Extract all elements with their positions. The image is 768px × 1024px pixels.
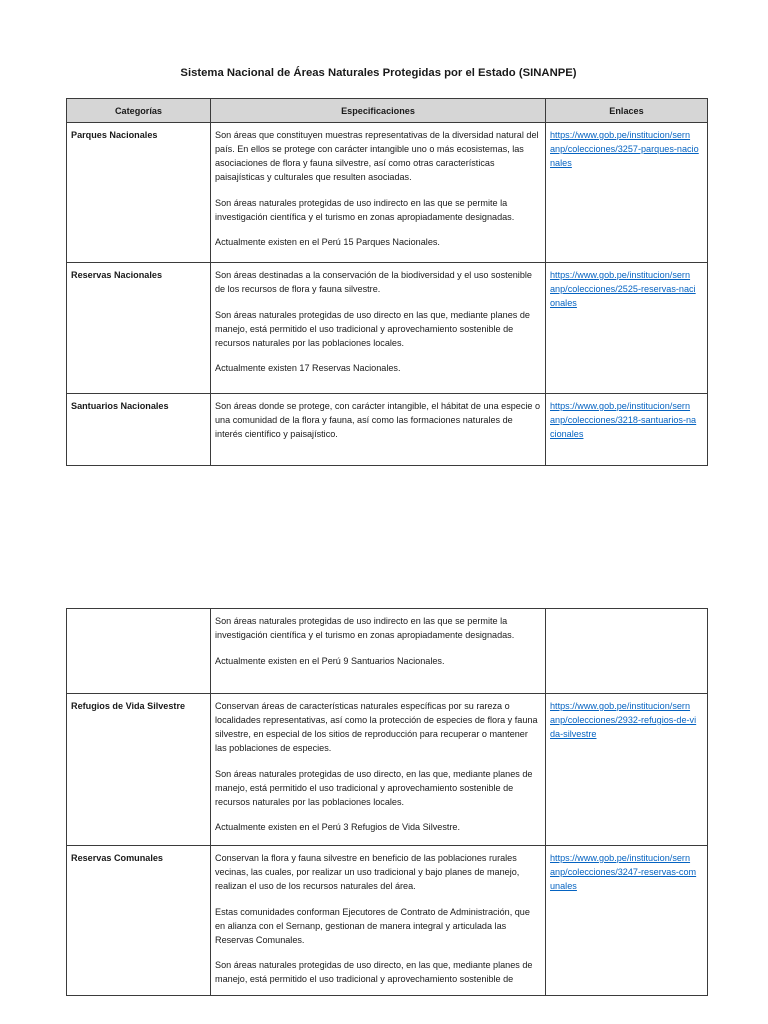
category-label: Refugios de Vida Silvestre (71, 701, 186, 711)
text-line: Actualmente existen en el Perú 9 Santuarios Nacionales. (215, 655, 445, 666)
link-cell (546, 846, 708, 996)
text-line: una comunidad de la flora y fauna, así como las formaciones naturales de (215, 415, 513, 425)
table-row (67, 263, 708, 394)
link-line[interactable]: https://www.gob.pe/institucion/sern (550, 853, 691, 863)
sernanp-link[interactable] (550, 399, 707, 441)
category-cell (67, 694, 211, 846)
text-line: manejo, está permitido el uso tradicional y aprovechamiento sostenible de (215, 782, 514, 793)
text-line: Reservas Comunales. (215, 934, 305, 945)
specification-cell (211, 123, 546, 263)
link-cell (546, 123, 708, 263)
text-line: asociaciones de flora y fauna silvestre, así como otras características (215, 158, 495, 168)
text-line: Actualmente existen en el Perú 15 Parques Nacionales. (215, 237, 440, 247)
specification-paragraph (215, 820, 545, 834)
table-row (67, 394, 708, 466)
text-line: Son áreas naturales protegidas de uso indirecto en las que se permite la (215, 616, 508, 626)
text-line: Son áreas destinadas a la conservación de la biodiversidad y el uso sostenible (215, 270, 532, 280)
link-line[interactable]: anp/colecciones/3218-santuarios-na (550, 415, 697, 425)
link-line[interactable]: https://www.gob.pe/institucion/sern (550, 701, 691, 711)
text-line: recursos naturales por las poblaciones locales. (215, 337, 405, 348)
text-line: Son áreas naturales protegidas de uso indirecto en las que se permite la (215, 197, 508, 208)
link-line[interactable]: da-silvestre (550, 729, 597, 739)
areas-table (66, 98, 708, 466)
text-line: Estas comunidades conforman Ejecutores de Contrato de Administración, que (215, 906, 530, 917)
link-line[interactable]: anp/colecciones/2525-reservas-naci (550, 284, 696, 294)
text-line: investigación científica y el turismo en zonas apropiadamente designadas. (215, 211, 515, 222)
link-cell (546, 394, 708, 466)
text-line: Son áreas naturales protegidas de uso directo en las que, mediante planes de (215, 309, 530, 320)
table-body (67, 609, 708, 996)
link-line[interactable]: anp/colecciones/3247-reservas-com (550, 867, 697, 877)
table-body (67, 123, 708, 466)
text-line: manejo, está permitido el uso tradicional y aprovechamiento sostenible de (215, 323, 514, 334)
table-row (67, 609, 708, 694)
link-cell (546, 609, 708, 694)
text-line: Conservan la flora y fauna silvestre en beneficio de las poblaciones rurales (215, 853, 517, 863)
table-row (67, 123, 708, 263)
link-line[interactable]: anp/colecciones/3257-parques-nacio (550, 144, 699, 154)
specification-paragraph (215, 399, 545, 441)
specification-cell (211, 263, 546, 394)
link-line[interactable]: https://www.gob.pe/institucion/sern (550, 130, 691, 140)
category-cell (67, 394, 211, 466)
category-label: Reservas Nacionales (71, 270, 162, 280)
link-line[interactable]: anp/colecciones/2932-refugios-de-vi (550, 715, 697, 725)
text-line: realizan el uso de los recursos naturales del área. (215, 881, 416, 891)
category-label: Reservas Comunales (71, 853, 163, 863)
link-line[interactable]: nales (550, 158, 572, 168)
text-line: Actualmente existen 17 Reservas Nacionales. (215, 363, 401, 373)
text-line: Actualmente existen en el Perú 3 Refugios de Vida Silvestre. (215, 822, 460, 832)
text-line: manejo, está permitido el uso tradicional y aprovechamiento sostenible de (215, 974, 514, 984)
specification-paragraph (215, 268, 545, 296)
specification-paragraph (215, 958, 545, 986)
text-line: localidades representativas, así como la protección de especies de flora y fauna (215, 715, 538, 725)
column-header-links: Enlaces (546, 99, 708, 123)
sernanp-link[interactable] (550, 128, 707, 170)
text-line: recursos naturales por las poblaciones locales. (215, 796, 405, 807)
table-row (67, 846, 708, 996)
specification-paragraph (215, 614, 545, 642)
text-line: Son áreas donde se protege, con carácter intangible, el hábitat de una especie o (215, 401, 541, 411)
link-cell (546, 263, 708, 394)
specification-paragraph (215, 654, 545, 668)
specification-paragraph (215, 851, 545, 893)
column-header-categories: Categorías (67, 99, 211, 123)
specification-cell (211, 846, 546, 996)
text-line: Son áreas naturales protegidas de uso directo, en las que, mediante planes de (215, 768, 533, 779)
specification-paragraph (215, 905, 545, 947)
category-cell (67, 123, 211, 263)
text-line: las poblaciones de especies. (215, 743, 332, 753)
link-line[interactable]: unales (550, 881, 577, 891)
table-header-row (67, 99, 708, 123)
text-line: país. En ellos se protege con carácter intangible uno o más ecosistemas, las (215, 144, 524, 154)
category-cell (67, 263, 211, 394)
specification-paragraph (215, 128, 545, 184)
specification-paragraph (215, 235, 545, 249)
column-header-specifications: Especificaciones (211, 99, 546, 123)
specification-paragraph (215, 361, 545, 375)
category-cell (67, 609, 211, 694)
specification-cell (211, 694, 546, 846)
text-line: de los recursos de flora y fauna silvestre. (215, 284, 381, 294)
sernanp-link[interactable] (550, 851, 707, 893)
specification-paragraph (215, 196, 545, 224)
specification-cell (211, 394, 546, 466)
text-line: en alianza con el Sernanp, gestionan de manera integral y articulada las (215, 920, 507, 931)
link-cell (546, 694, 708, 846)
sernanp-link[interactable] (550, 699, 707, 741)
text-line: vecinas, las cuales, por realizar un uso tradicional y bajo planes de manejo, (215, 867, 520, 877)
text-line: Conservan áreas de características naturales específicas por su rareza o (215, 701, 510, 711)
link-line[interactable]: cionales (550, 429, 584, 439)
specification-paragraph (215, 767, 545, 809)
text-line: investigación científica y el turismo en zonas apropiadamente designadas. (215, 630, 515, 640)
category-cell (67, 846, 211, 996)
text-line: interés científico y paisajístico. (215, 429, 338, 439)
text-line: Son áreas que constituyen muestras representativas de la diversidad natural del (215, 130, 539, 140)
link-line[interactable]: onales (550, 298, 577, 308)
text-line: silvestre, en especial de los sitios de reproducción para recuperar o mantener (215, 729, 528, 739)
link-line[interactable]: https://www.gob.pe/institucion/sern (550, 270, 691, 280)
document-title: Sistema Nacional de Áreas Naturales Protegidas por el Estado (SINANPE) (180, 67, 577, 79)
link-line[interactable]: https://www.gob.pe/institucion/sern (550, 401, 691, 411)
specification-paragraph (215, 308, 545, 350)
text-line: paisajísticas y culturales que resulten asociadas. (215, 172, 412, 182)
text-line: Son áreas naturales protegidas de uso directo, en las que, mediante planes de (215, 960, 533, 970)
specification-paragraph (215, 699, 545, 755)
sernanp-link[interactable] (550, 268, 707, 310)
specification-cell (211, 609, 546, 694)
table-row (67, 694, 708, 846)
category-label: Santuarios Nacionales (71, 401, 169, 411)
category-label: Parques Nacionales (71, 130, 158, 140)
areas-table-continued (66, 608, 708, 996)
